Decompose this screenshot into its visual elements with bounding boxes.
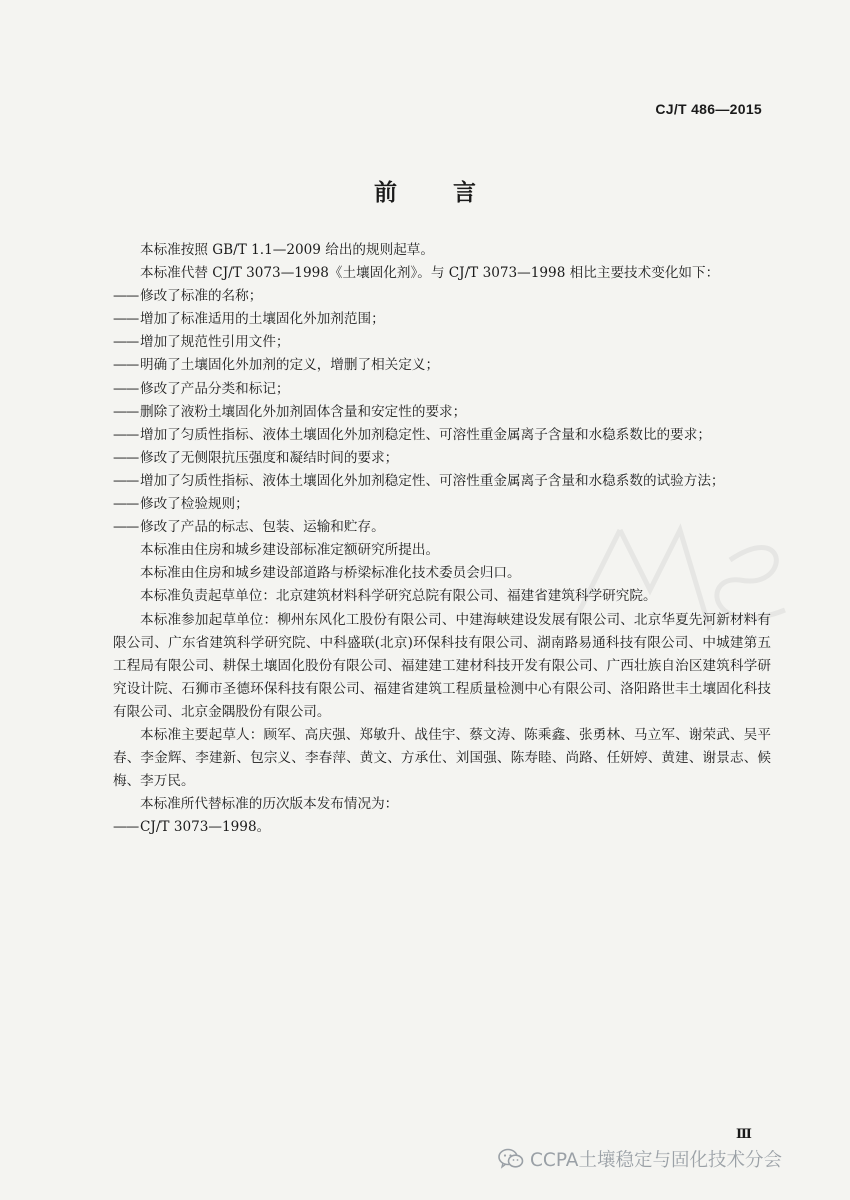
list-item: —— CJ/T 3073—1998。 [113, 819, 271, 836]
paragraph: 本标准由住房和城乡建设部道路与桥梁标准化技术委员会归口。 [140, 565, 521, 582]
wechat-watermark [498, 1146, 782, 1172]
page-title: 前 言 [373, 180, 500, 206]
list-item: —— 修改了标准的名称； [113, 288, 263, 305]
standard-code: CJ/T 486—2015 [655, 101, 762, 117]
paragraph: 本标准参加起草单位：柳州东风化工股份有限公司、中建海峡建设发展有限公司、北京华夏先河新材料有限公司、广东省建筑科学研究院、中科盛联(北京)环保科技有限公司、湖南路易通科技有限公司、中城建第五工程局有限公司、耕保土壤固化股份有限公司、福建建工建材科技开发有限公司、广西壮族自治区建筑科学研究设计院、石狮市圣德环保科技有限公司、福建省建筑工程质量检测中心有限公司、洛阳路世丰土壤固化科技有限公司、北京金隅股份有限公司。 [113, 611, 771, 720]
list-item: —— 修改了产品分类和标记； [113, 380, 290, 397]
list-item: —— 增加了标准适用的土壤固化外加剂范围； [113, 311, 385, 328]
paragraph: 本标准由住房和城乡建设部标准定额研究所提出。 [140, 542, 440, 559]
list-item: —— 增加了匀质性指标、液体土壤固化外加剂稳定性、可溶性重金属离子含量和水稳系数比的要求； [113, 426, 711, 443]
paragraph: 本标准主要起草人：顾军、高庆强、郑敏升、战佳宇、蔡文涛、陈乘鑫、张勇林、马立军、谢荣武、吴平春、李金辉、李建新、包宗义、李春萍、黄文、方承仕、刘国强、陈寿睦、尚路、任妍婷、黄建、谢景志、候梅、李万民。 [113, 726, 771, 790]
list-item: —— 增加了规范性引用文件； [113, 334, 290, 351]
list-item: —— 明确了土壤固化外加剂的定义，增删了相关定义； [113, 357, 440, 374]
list-item: —— 修改了产品的标志、包装、运输和贮存。 [113, 519, 385, 536]
paragraph: 本标准按照 GB/T 1.1—2009 给出的规则起草。 [140, 242, 434, 258]
list-item: —— 修改了无侧限抗压强度和凝结时间的要求； [113, 449, 399, 466]
paragraph: 本标准所代替标准的历次版本发布情况为： [140, 796, 399, 813]
list-item: —— 删除了液粉土壤固化外加剂固体含量和安定性的要求； [113, 403, 467, 420]
foreword-body [113, 239, 771, 839]
paragraph: 本标准代替 CJ/T 3073—1998《土壤固化剂》。与 CJ/T 3073—1998 相比主要技术变化如下： [140, 265, 720, 282]
page-number: Ⅲ [736, 1127, 752, 1142]
wechat-icon [498, 1148, 524, 1170]
list-item: —— 增加了匀质性指标、液体土壤固化外加剂稳定性、可溶性重金属离子含量和水稳系数的试验方法； [113, 472, 725, 489]
list-item: —— 修改了检验规则； [113, 496, 249, 513]
paragraph: 本标准负责起草单位：北京建筑材料科学研究总院有限公司、福建省建筑科学研究院。 [140, 588, 657, 605]
watermark-account-name: CCPA土壤稳定与固化技术分会 [530, 1150, 782, 1171]
